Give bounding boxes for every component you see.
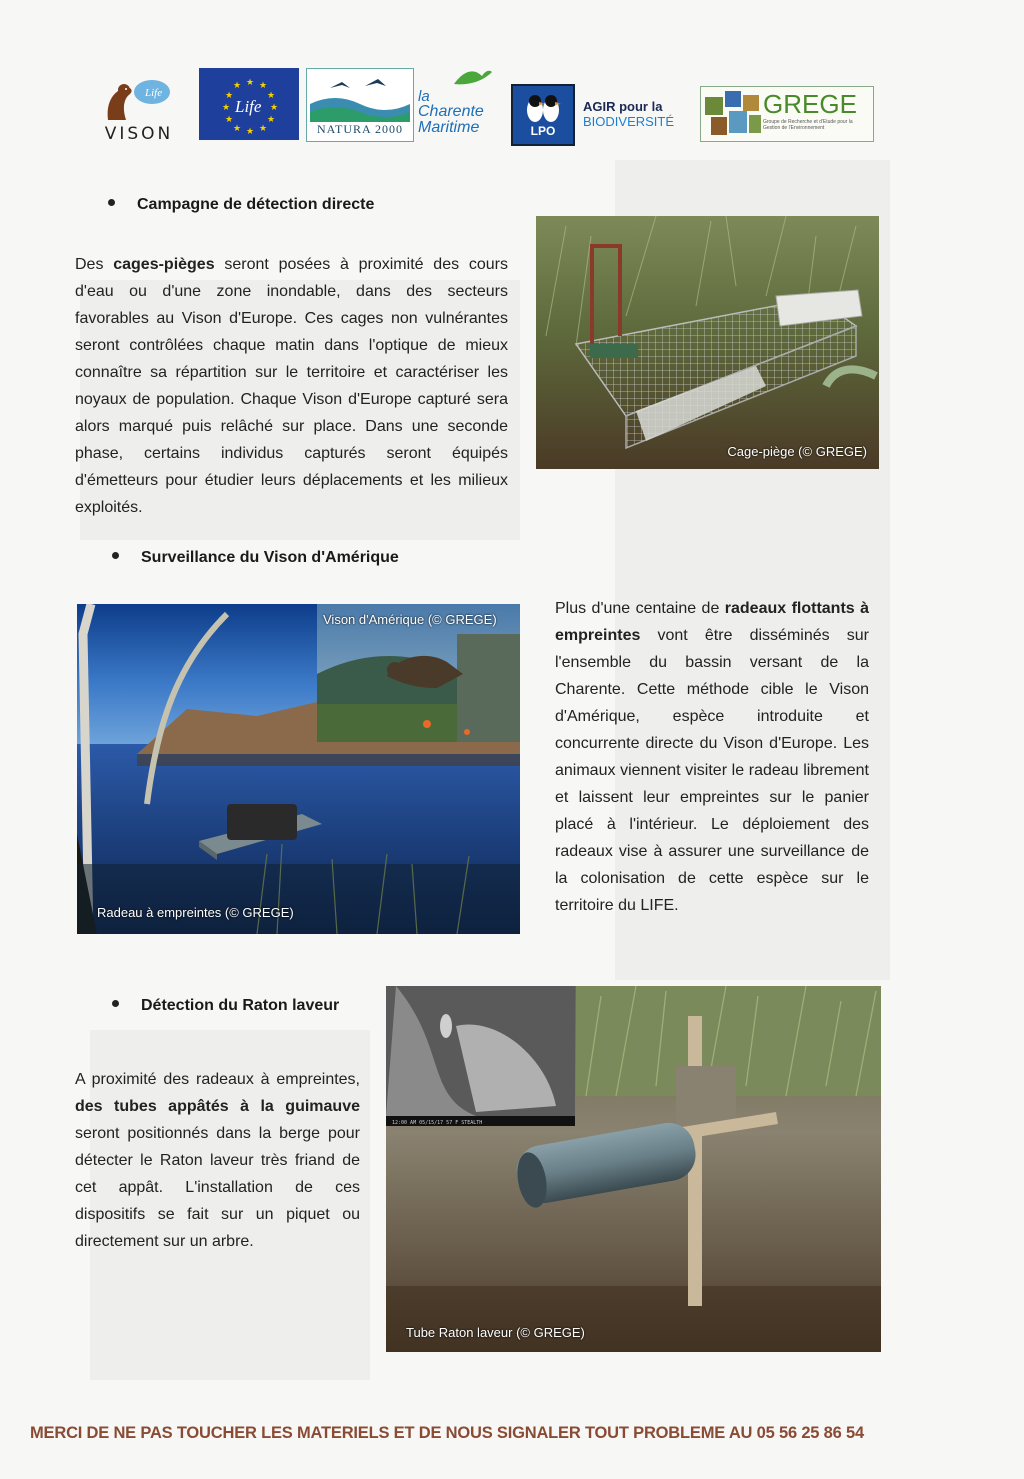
svg-text:★: ★ [270,103,279,113]
maritime-text: Maritime [418,118,480,136]
text-bold: radeaux flottants à empreintes [555,600,870,644]
vison-logo [96,74,182,144]
svg-text:★: ★ [246,78,255,88]
charente-text: Charente [418,102,484,120]
agir-biodiversite-logo [583,96,687,132]
raccoon-tube-photo [386,986,881,1352]
charente-maritime-logo [418,66,498,138]
eu-stars-icon [199,68,299,140]
grege-logo [700,86,874,142]
floating-raft-caption: Radeau à empreintes (© GREGE) [97,905,294,920]
text-bold: des tubes appâtés à la guimauve [75,1098,360,1115]
bullet-icon [112,552,119,559]
text-run: A proximité des radeaux à empreintes, [75,1071,360,1088]
section1-heading [108,196,374,214]
svg-text:★: ★ [267,91,276,101]
bullet-icon [112,1000,119,1007]
natura-2000-logo [306,68,414,142]
text-run: seront posées à proximité des cours d'eau ou d'une zone inondable, dans des secteurs favorables au Vison d'Europe. Ces cages non vulnérantes seront contrôlées chaque matin dans l'optique de mieux connaître sa répartition sur le territoire et caractériser les noyaux de population. Chaque Vison d'Europe capturé sera alors marqué puis relâché sur place. Dans une seconde phase, certains individus capturés seront équipés d'émetteurs pour étudier leurs déplacements et les milieux exploités. [75,256,508,516]
camera-trap-inset [386,986,575,1126]
text-bold: cages-pièges [113,256,215,273]
text-run: Des [75,256,114,273]
section3-heading-text: Détection du Raton laveur [141,997,340,1014]
section2-heading-text: Surveillance du Vison d'Amérique [141,549,399,566]
svg-text:★: ★ [225,115,234,125]
text-run: Plus d'une centaine de [555,600,725,617]
floating-raft-photo [77,604,520,934]
svg-text:★: ★ [259,124,268,134]
natura-2000-text: NATURA 2000 [316,121,403,136]
svg-text:★: ★ [233,124,242,134]
text-run: seront positionnés dans la berge pour détecter le Raton laveur très friand de cet appât. L'installation de ces dispositifs se fait sur un piquet ou directement sur un arbre. [75,1125,360,1250]
vison-logo-text: VISON [104,124,174,144]
svg-text:★: ★ [267,115,276,125]
agir-text: AGIR pour la [583,99,663,114]
section3-heading [112,997,339,1015]
section1-heading-text: Campagne de détection directe [137,196,375,213]
lpo-logo [511,84,575,146]
charente-la-text: la [418,87,430,105]
cage-trap-photo [536,216,879,469]
svg-text:★: ★ [222,103,231,113]
american-mink-inset-photo [317,604,520,742]
section1-paragraph [75,251,508,521]
svg-text:★: ★ [233,81,242,91]
section2-heading [112,549,399,567]
section2-paragraph [555,595,869,919]
section3-paragraph [75,1066,360,1255]
mink-icon [100,74,178,124]
raccoon-tube-caption: Tube Raton laveur (© GREGE) [406,1325,585,1340]
text-run: vont être disséminés sur l'ensemble du bassin versant de la Charente. Cette méthode cible le Vison d'Amérique, espèce introduite et concurrente directe du Vison d'Europe. Les animaux viennent visiter le radeau librement et laissent leur empreintes sur le panier placé à l'intérieur. Le déploiement des radeaux vise à assurer une surveillance de la colonisation de cette espèce sur le territoire du LIFE. [555,627,869,914]
grege-mosaic-icon [705,91,761,137]
svg-text:Life: Life [235,97,262,116]
bullet-icon [108,199,115,206]
birds-waves-icon [310,74,410,122]
grege-text: GREGE [763,89,857,119]
grege-subtitle: Groupe de Recherche et d'Etude pour la Gestion de l'Environnement [763,119,853,131]
bird-icon [452,66,492,88]
camera-timestamp: 12:00 AM 05/15/17 57 F STEALTH [392,1120,483,1126]
cage-trap-caption: Cage-piège (© GREGE) [727,444,867,459]
svg-text:Life: Life [145,87,163,99]
eu-life-logo [199,68,299,140]
svg-text:★: ★ [259,81,268,91]
svg-text:★: ★ [225,91,234,101]
lpo-text: LPO [530,124,556,138]
american-mink-caption: Vison d'Amérique (© GREGE) [323,612,497,627]
biodiversite-text: BIODIVERSITÉ [583,114,675,129]
footer-notice: MERCI DE NE PAS TOUCHER LES MATERIELS ET DE NOUS SIGNALER TOUT PROBLEME AU 05 56 25 86 54 [30,1424,864,1442]
svg-text:★: ★ [246,127,255,137]
puffins-icon [521,92,565,124]
